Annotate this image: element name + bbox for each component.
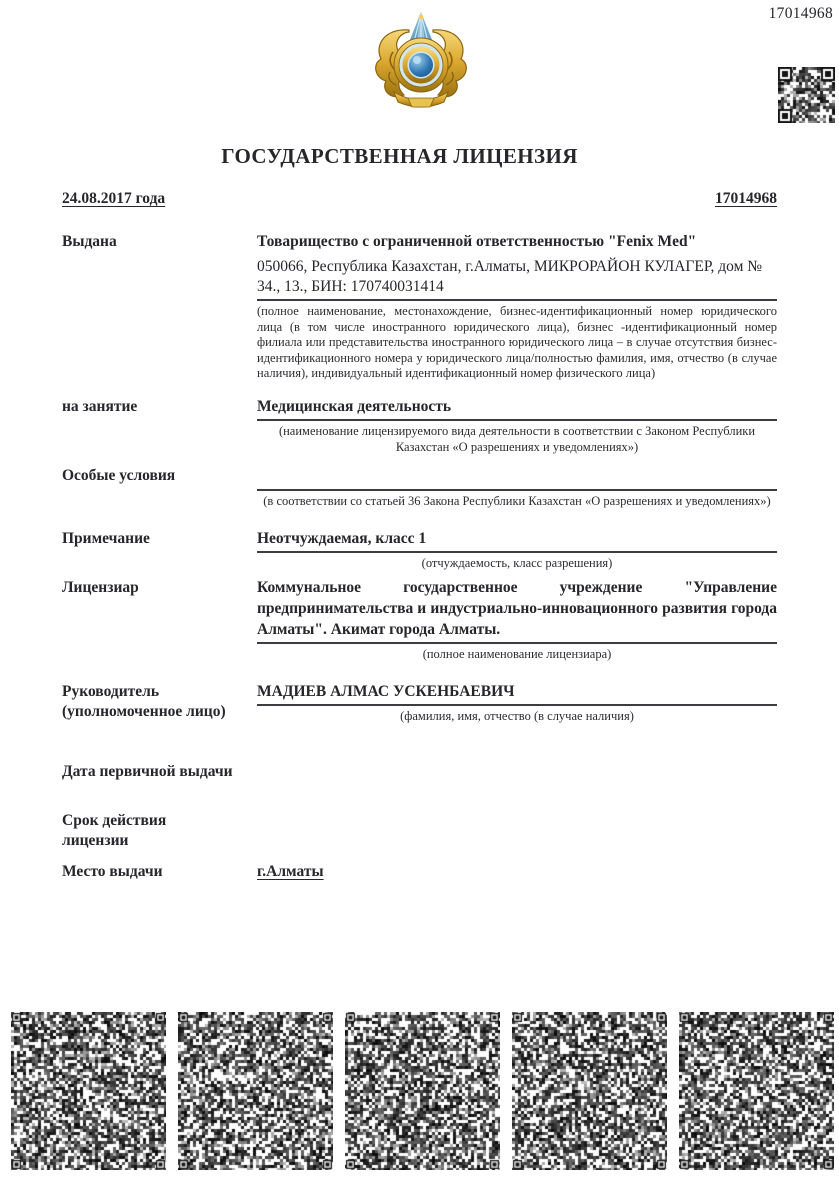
field-place-of-issue (62, 861, 777, 882)
field-licensor (62, 577, 777, 663)
field-label: Особые условия (62, 467, 176, 485)
field-rule (257, 489, 777, 491)
field-first-issue-date (62, 761, 777, 782)
field-note: (полное наименование, местонахождение, бизнес-идентификационный номер юридического лица (в том числе иностранного юридического лица), бизнес -идентификационный номер филиала или представительства иностранного юридического лица – в случае отсутствия бизнес-идентификационного номера у юридического лица/полностью фамилия, имя, отчество (в случае наличия), индивидуальный идентификационный номер физического лица) (257, 304, 777, 381)
barcode-strip (11, 1012, 834, 1170)
issue-date: 24.08.2017 года (62, 190, 166, 207)
license-number: 17014968 (715, 190, 777, 207)
barcode-block (345, 1012, 500, 1170)
activity-value: Медицинская деятельность (257, 397, 452, 415)
qr-code (778, 67, 835, 123)
field-head (62, 681, 777, 725)
validity-value-empty (257, 810, 777, 851)
special-value-empty (257, 465, 777, 487)
issued-address: 050066, Республика Казахстан, г.Алматы, МИКРОРАЙОН КУЛАГЕР, дом № 34., 13., БИН: 170740031414 (257, 258, 763, 295)
field-label (62, 681, 257, 725)
field-note: (наименование лицензируемого вида деятельности в соответствии с Законом Республики Казахстан «О разрешениях и уведомлениях») (278, 423, 756, 454)
barcode-block (11, 1012, 166, 1170)
field-issued-to (62, 231, 777, 382)
field-label: Выдана (62, 233, 117, 250)
field-rule (257, 551, 777, 553)
first-issue-value-empty (257, 761, 777, 782)
fields-area (62, 226, 777, 882)
validity-label-line1: Срок действия (62, 811, 167, 829)
field-label: Лицензиар (62, 579, 139, 597)
place-value: г.Алматы (257, 862, 324, 880)
field-rule (257, 704, 777, 706)
field-label: Примечание (62, 529, 150, 547)
licensor-value: Коммунальное государственное учреждение "Управление предпринимательства и индустриально-инновационного развития города Алматы". Акимат города Алматы. (257, 579, 777, 639)
issued-company: Товарищество с ограниченной ответственностью "Fenix Med" (257, 233, 697, 250)
field-rule (257, 419, 777, 421)
field-activity (62, 396, 777, 455)
field-label: Дата первичной выдачи (62, 762, 233, 780)
head-value: МАДИЕВ АЛМАС УСКЕНБАЕВИЧ (257, 682, 515, 700)
document-title: ГОСУДАРСТВЕННАЯ ЛИЦЕНЗИЯ (221, 144, 578, 168)
field-note: (отчуждаемость, класс разрешения) (421, 555, 613, 570)
remark-value: Неотчуждаемая, класс 1 (257, 529, 427, 547)
date-number-row (62, 190, 777, 208)
field-special-conditions (62, 465, 777, 510)
license-number-top: 17014968 (768, 5, 833, 22)
barcode-block (178, 1012, 333, 1170)
barcode-block (679, 1012, 834, 1170)
kazakhstan-emblem-icon (366, 10, 476, 114)
barcode-block (512, 1012, 667, 1170)
field-validity (62, 810, 777, 851)
field-note: (полное наименование лицензиара) (422, 647, 612, 662)
validity-label-line2: лицензии (62, 831, 129, 849)
head-label-line1: Руководитель (62, 682, 160, 700)
field-remark (62, 528, 777, 572)
field-note: (в соответствии со статьей 36 Закона Республики Казахстан «О разрешениях и уведомлениях») (263, 494, 771, 509)
field-note: (фамилия, имя, отчество (в случае наличия) (400, 708, 634, 723)
field-label: Место выдачи (62, 862, 163, 880)
field-rule (257, 642, 777, 644)
field-rule (257, 299, 777, 301)
head-label-line2: (уполномоченное лицо) (62, 702, 226, 720)
field-label: на занятие (62, 397, 138, 415)
field-label (62, 810, 257, 851)
